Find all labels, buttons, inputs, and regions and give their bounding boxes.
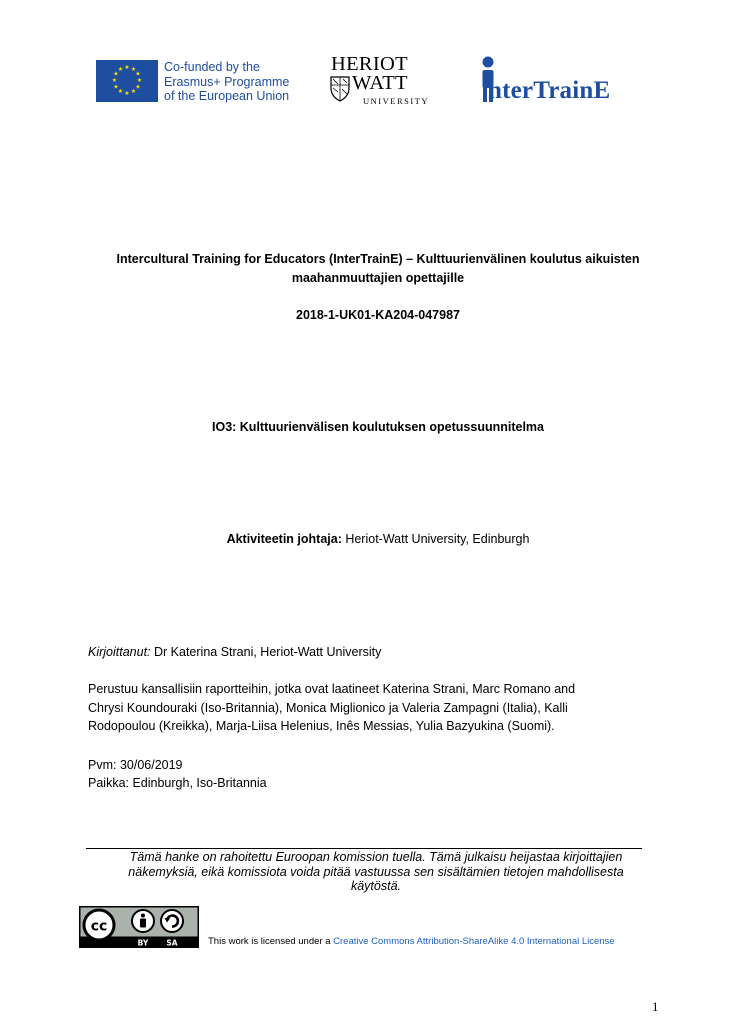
heriot-watt-logo [330, 54, 442, 110]
license-link[interactable]: Creative Commons Attribution-ShareAlike 4.0 International License [333, 936, 615, 947]
hw-name-line1: HERIOT [331, 53, 408, 75]
license-notice [208, 936, 615, 947]
place-line: Paikka: Edinburgh, Iso-Britannia [88, 776, 267, 790]
eu-text-line: Co-funded by the [164, 60, 260, 74]
disclaimer-line: käytöstä. [350, 879, 402, 893]
cc-by-sa-badge-icon [79, 906, 199, 948]
hw-crest-icon [330, 76, 350, 102]
svg-text:★: ★ [130, 65, 137, 73]
author-line [88, 643, 381, 662]
activity-lead-value: Heriot-Watt University, Edinburgh [341, 532, 530, 546]
based-on-line: Perustuu kansallisiin raportteihin, jotka ovat laatineet Katerina Strani, Marc Romano and [88, 682, 576, 696]
page-number: 1 [652, 999, 659, 1014]
svg-text:★: ★ [113, 70, 119, 78]
based-on-paragraph [88, 680, 668, 736]
svg-text:★: ★ [111, 77, 118, 84]
document-title [60, 250, 696, 288]
funding-disclaimer [86, 850, 666, 894]
license-prefix: This work is licensed under a [208, 936, 334, 947]
eu-cofunded-text [164, 60, 289, 104]
cc-sa-label: SA [166, 938, 178, 948]
eu-text-line: of the European Union [164, 89, 290, 103]
svg-text:★: ★ [124, 90, 130, 97]
footnote-divider [86, 848, 642, 849]
hw-university-text: UNIVERSITY [363, 96, 429, 106]
svg-text:★: ★ [113, 83, 119, 91]
io3-heading: IO3: Kulttuurienvälisen koulutuksen opetussuunnitelma [212, 420, 544, 434]
cc-letters: cc [90, 918, 108, 935]
author-value: Dr Katerina Strani, Heriot-Watt University [150, 645, 382, 659]
disclaimer-line: näkemyksiä, eikä komissiota voida pitää vastuussa sen sisältämien tietojen mahdollisesta [128, 864, 624, 879]
based-on-line: Rodopoulou (Kreikka), Marja-Liisa Helenius, Inês Messias, Yulia Bazyukina (Suomi). [88, 719, 555, 733]
eu-text-line: Erasmus+ Programme [164, 74, 290, 89]
cc-by-label: BY [137, 938, 149, 948]
based-on-line: Chrysi Koundouraki (Iso-Britannia), Monica Miglionico ja Valeria Zampagni (Italia), Kalli [88, 700, 568, 715]
svg-text:★: ★ [135, 83, 141, 91]
intertraine-logo-text: nterTrainE [488, 77, 611, 104]
svg-text:★: ★ [117, 88, 124, 96]
hw-name-line2: WATT [352, 72, 408, 94]
svg-text:★: ★ [135, 70, 141, 78]
activity-lead [60, 530, 696, 549]
svg-text:★: ★ [124, 64, 130, 71]
project-code: 2018-1-UK01-KA204-047987 [296, 308, 460, 322]
title-line: Intercultural Training for Educators (InterTrainE) – Kulttuurienvälinen koulutus aikuisten [116, 252, 640, 266]
title-line: maahanmuuttajien opettajille [291, 271, 465, 285]
svg-text:★: ★ [136, 77, 143, 84]
disclaimer-line: Tämä hanke on rahoitettu Euroopan komission tuella. Tämä julkaisu heijastaa kirjoittajien [129, 850, 623, 864]
activity-lead-label: Aktiviteetin johtaja: [226, 532, 342, 546]
date-line: Pvm: 30/06/2019 [88, 758, 183, 772]
svg-text:★: ★ [130, 88, 137, 96]
author-label: Kirjoittanut: [88, 645, 151, 659]
svg-text:★: ★ [117, 65, 124, 73]
eu-flag-logo [96, 60, 158, 102]
